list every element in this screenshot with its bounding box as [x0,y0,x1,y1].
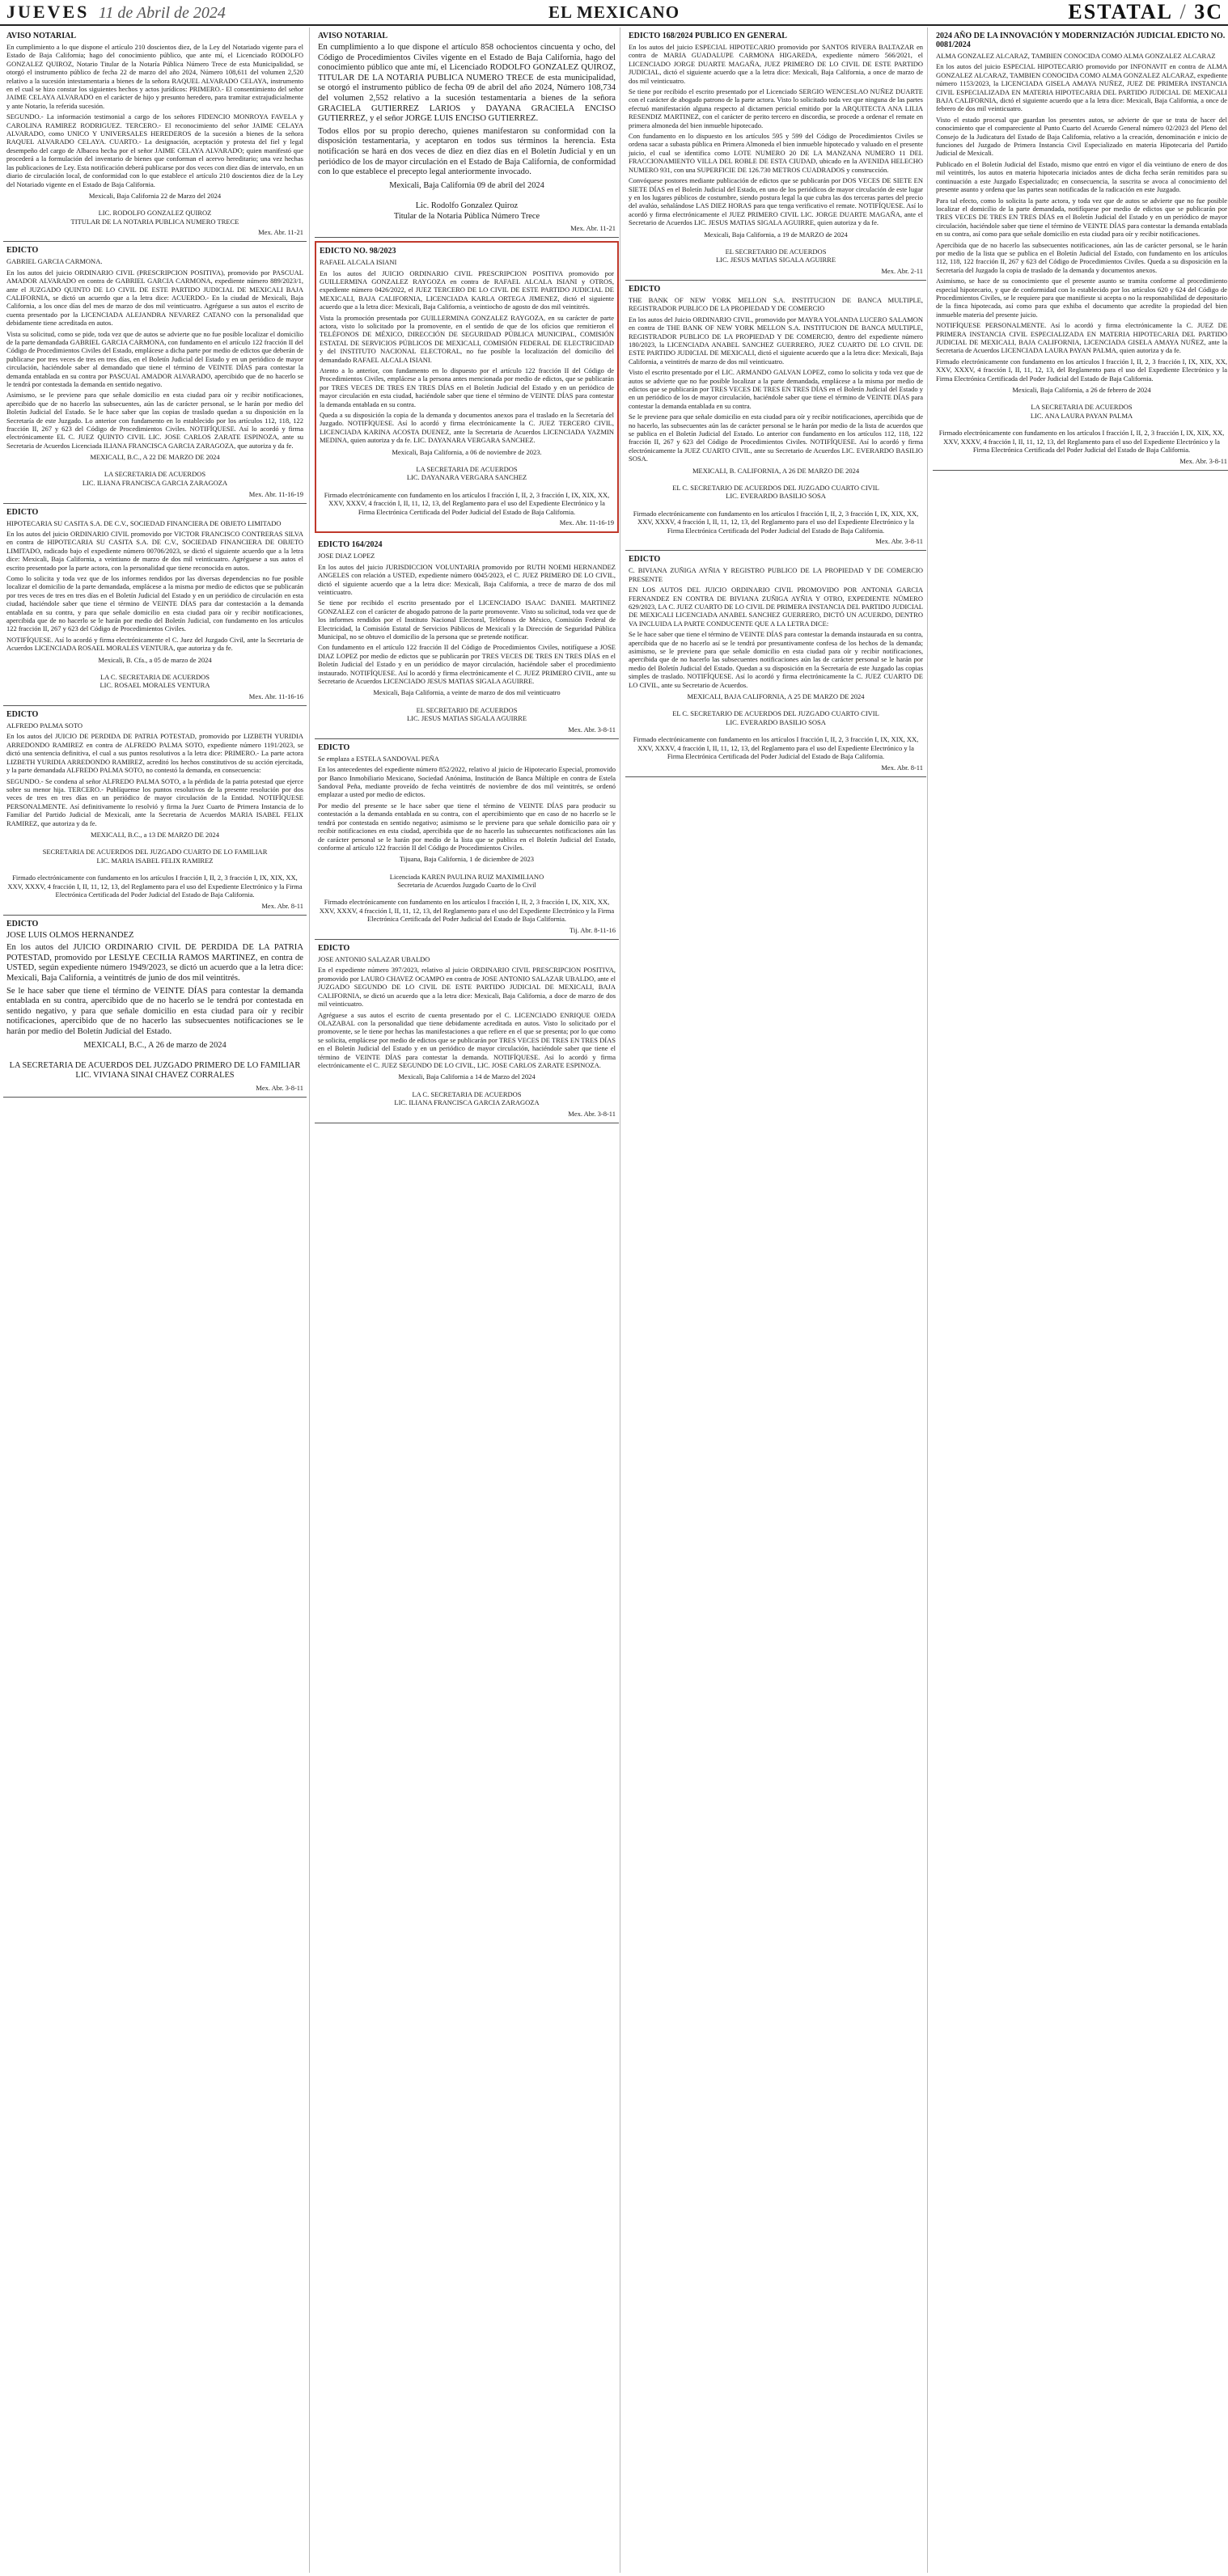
publication-dates: Mex. Abr. 11-16-16 [248,692,303,701]
notice-body [318,43,616,178]
column-1 [3,27,307,2573]
legal-notice [3,242,307,503]
signature-line [936,420,1227,429]
issue-day: JUEVES [6,2,90,22]
notice-paragraph: Se le hace saber que tiene el término de VEINTE DÍAS para contestar la demanda entablada en su contra, apercibido que de no hacerlo se le tendrá por contestada en sentido negativo, y para que señale domicilio en esta ciudad para oír y recibir notificaciones, apercibido que de no hacerlo las subsecuentes notificaciones se le harán por medio del Boletín Judicial del Estado. [6,986,303,1037]
notice-paragraph: Queda a su disposición la copia de la demanda y documentos anexos para el traslado en la Secretaría del Juzgado. NOTIFÍQUESE. Así lo acordó y firma electrónicamente la C. JUEZ TERCERO CIVIL, LICENCIADA KARINA ACOSTA DUENEZ, ante la Secretaria de Acuerdos LICENCIADA YAZMIN MEDINA, quien autoriza y da fe. LIC. DAYANARA VERGARA SANCHEZ. [320,411,614,445]
publication-dates: Mex. Abr. 3-8-11 [1179,456,1227,465]
signature-line [320,482,614,491]
publication-dates: Mex. Abr. 3-8-11 [568,725,616,734]
signature-line: MEXICALI, B. CALIFORNIA, A 26 DE MARZO DE 2024 [692,466,860,475]
notice-paragraph: En los autos del juicio ORDINARIO CIVIL promovido por VICTOR FRANCISCO CONTRERAS SILVA en contra de HIPOTECARIA SU CASITA S.A. DE C.V., SOCIEDAD FINANCIERA DE OBJETO LIMITADO, radicado bajo el expediente número 00706/2023, se dictó el siguiente acuerdo que a la letra dice: Mexicali, Baja California, a veintiuno de marzo de dos mil veinticuatro. Agréguese a sus autos el escrito presentado por la parte actora, con la personalidad que tiene reconocida en autos. [6,530,303,572]
signature-line: LIC. EVERARDO BASILIO SOSA [726,717,826,726]
notice-paragraph: Se le hace saber que tiene el término de VEINTE DÍAS para contestar la demanda instaurada en su contra, apercibida que de no hacerlo así se le tendrá por presuntivamente confesa de los hechos de la demanda; asimismo, se le previene para que señale domicilio en esta ciudad para oír y recibir notificaciones, apercibida que de no hacerlo las subsecuentes notificaciones aún las de carácter personal se le harán por medio del Boletín Judicial del Estado. Quedan a su disposición en la Secretaría de este Juzgado las copias simples de traslado. NOTIFÍQUESE. Así lo acordó y firma electrónicamente la C. JUEZ CUARTO DE LO CIVIL, ante su Secretario de Acuerdos. [629,630,923,689]
signature-line: EL SECRETARIO DE ACUERDOS [725,247,827,256]
notice-heading: AVISO NOTARIAL [318,32,388,40]
section-separator: / [1172,0,1195,23]
publication-dates: Mex. Abr. 8-11 [261,901,303,910]
signature-line: LA C. SECRETARIA DE ACUERDOS [100,672,210,681]
legal-notice [3,916,307,1098]
notice-paragraph: SEGUNDO.- La información testimonial a cargo de los señores FIDENCIO MONROYA FAVELA y CAROLINA RAMIREZ RODRIGUEZ. TERCERO.- El reconocimiento del señor JAIME CELAYA ALVARADO, como UNICO Y UNIVERSALES HEREDEROS de la sucesión a bienes de la señora RAQUEL ALVARADO CELAYA. CUARTO.- La designación, aceptación y protesta del fiel y legal desempeño del cargo de Albacea hecha por el señor JAIME CELAYA ALVARADO; quien manifestó que procederá a la formulación del inventario de bienes que conforman el acervo hereditario; una vez hechas las publicaciones de Ley. Esta notificación deberá publicarse por dos veces con diez días de intervalo, en un diario de circulación local, de conformidad con lo que establece el artículo 210 doscientos diez de la Ley del Notariado vigente en el Estado de Baja California. [6,112,303,188]
notice-paragraph: Asimismo, se le previene para que señale domicilio en esta ciudad para oír y recibir notificaciones, apercibido que de no hacerlo las subsecuentes, aún las de carácter personal, se le harán por medio del Boletín Judicial del Estado. Se le hace saber que las copias de traslado quedan a su disposición en la Secretaría de este Juzgado. Lo anterior con fundamento en lo establecido por los artículos 112, 118, 122 fracción II, 267 y 623 del Código de Procedimientos Civiles. NOTIFÍQUESE. Así lo acordó y firma electrónicamente EL C. JUEZ QUINTO CIVIL LIC. JOSE CARLOS ZARATE ESPINOZA, ante su Secretaria de Acuerdos Licenciada ILIANA FRANCISCA GARCIA ZARAGOZA, que autoriza y da fe. [6,391,303,450]
publication-dates: Mex. Abr. 11-21 [570,224,616,233]
notice-body [318,755,616,852]
signature-line: SECRETARIA DE ACUERDOS DEL JUZGADO CUARTO DE LO FAMILIAR [42,848,268,857]
signature-line: Firmado electrónicamente con fundamento en los artículos I fracción I, II, 2, 3 fracción I, IX, XIX, XX, XXV, XXXV, 4 fracción I, II, 11, 12, 13, del Reglamento para el uso del Expediente Electrónico y la Firma Electrónica Certificada del Poder Judicial del Estado de Baja California. [319,898,615,924]
notice-signature [6,656,303,690]
notice-heading: EDICTO [6,507,39,517]
legal-notice [315,241,619,533]
legal-notice [933,27,1228,471]
notice-paragraph: En los autos del juicio ESPECIAL HIPOTECARIO promovido por INFONAVIT en contra de ALMA GONZALEZ ALCARAZ, TAMBIEN CONOCIDA COMO ALMA GONZALEZ ALCARAZ, expediente número 1153/2023, la LICENCIADA GISELA AMAYA NUÑEZ, JUEZ DE PRIMERA INSTANCIA CIVIL ESPECIALIZADA EN MATERIA HIPOTECARIA DEL PARTIDO JUDICIAL DE MEXICALI BAJA CALIFORNIA, dictó el siguiente acuerdo que a la letra dice: Mexicali, Baja California, a once de febrero de dos mil veinticuatro. [936,62,1227,113]
signature-line: Mexicali, Baja California 09 de abril del 2024 [389,180,544,190]
column-3 [620,27,926,2573]
page-number: 3C [1194,0,1223,23]
notice-paragraph: NOTIFÍQUESE PERSONALMENTE. Así lo acordó y firma electrónicamente la C. JUEZ DE PRIMERA INSTANCIA CIVIL ESPECIALIZADA EN MATERIA HIPOTECARIA DEL PARTIDO JUDICIAL DE MEXICALI, BAJA CALIFORNIA, LICENCIADA GISELA AMAYA NUÑEZ, ante la Secretaria de Acuerdos LICENCIADA LAURA PAYAN PALMA, quien autoriza y da fe. [936,321,1227,355]
notice-paragraph: ALMA GONZALEZ ALCARAZ, TAMBIEN CONOCIDA COMO ALMA GONZALEZ ALCARAZ [936,52,1216,60]
signature-line [318,1081,616,1090]
legal-notice [3,706,307,916]
notice-paragraph: Se tiene por recibido el escrito presentado por el Licenciado SERGIO WENCESLAO NUÑEZ DUARTE con el carácter de abogado patrono de la parte actora. Visto lo solicitado toda vez que ninguna de las partes efectuó manifestación alguna respecto al dictamen pericial emitido por la ARQUITECTA ANA LILIA RESENDIZ MARTINEZ, con el carácter de perito tercero en discordia, se procede a ordenar el remate en primera almoneda del bien inmueble hipotecado. [629,87,923,129]
signature-line: Mexicali, Baja California 22 de Marzo del 2024 [88,191,222,200]
legal-notice [625,27,926,281]
notice-body [6,931,303,1038]
notice-heading: EDICTO [629,284,661,294]
publication-dates: Mex. Abr. 8-11 [881,763,923,772]
signature-line: Firmado electrónicamente con fundamento en los artículos I fracción I, II, 2, 3 fracción I, IX, XIX, XX, XXV, XXXV, 4 fracción I, II, 11, 12, 13, del Reglamento para el uso del Expediente Electrónico y la Firma Electrónica Certificada del Poder Judicial del Estado de Baja California. [938,429,1225,455]
signature-line [318,864,616,873]
signature-line: Licenciada KAREN PAULINA RUIZ MAXIMILIANO [389,872,544,881]
notice-signature [6,831,303,899]
notice-heading: EDICTO [629,555,661,565]
legal-notice [3,504,307,706]
notice-paragraph: Se emplaza a ESTELA SANDOVAL PEÑA [318,754,439,763]
signature-line: LIC. ROSAEL MORALES VENTURA [100,681,210,690]
notice-heading: EDICTO 168/2024 PUBLICO EN GENERAL [629,32,787,40]
notice-signature [320,448,614,517]
newspaper-name: EL MEXICANO [548,2,680,22]
notice-body [6,721,303,827]
notice-signature [318,181,616,222]
notice-paragraph: Todos ellos por su propio derecho, quienes manifestaron su conformidad con la disposición testamentaria, y aceptaron en todos sus términos la herencia. Esta notificación se hará en dos veces de diez en diez días en el Boletín Judicial y en un periódico de los de mayor circulación en el Estado de Baja California, de conformidad con lo que establece el precepto legal anteriormente invocado. [318,126,616,177]
notice-paragraph: Publicado en el Boletín Judicial del Estado, mismo que entró en vigor el día veintiuno de enero de dos mil veintitrés, los autos en materia hipotecaria iniciados antes de dicha fecha serán remitidos para su continuación a este Juzgado Especializado; en consecuencia, la suscrita se avoca al conocimiento del presente asunto y ordena que las partes sean notificadas de la radicación en este Juzgado. [936,159,1227,194]
notice-signature [629,467,923,535]
signature-line [629,501,923,510]
signature-line [318,697,616,706]
notice-body [318,552,616,685]
notice-signature [6,453,303,487]
notice-paragraph: En los autos del juicio JURISDICCION VOLUNTARIA promovido por RUTH NOEMI HERNANDEZ ANGELES con relación a USTED, expediente número 0045/2023, el C. JUEZ PRIMERO DE LO CIVIL, dictó el siguiente acuerdo que a la letra dice: Mexicali, Baja California, a trece de marzo de dos mil veinticuatro. [318,562,616,596]
notice-paragraph: Como lo solicita y toda vez que de los informes rendidos por las diversas dependencias no fue posible localizar el domicilio de la parte demandada, emplácese a la misma por medio de edictos que se publicarán por tres veces de tres en tres días en el Boletín Judicial del Estado y en un periódico de circulación en esta ciudad, haciéndole saber que tiene el término de VEINTE DÍAS para dar contestación a la demanda entablada en su contra, y para que señale domicilio en esta ciudad para oír y recibir notificaciones, apercibida que de no hacerlo se le harán por medio del Boletín Judicial, con fundamento en los artículos 122 fracción II, 267 y 623 del Código de Procedimientos Civiles. [6,574,303,633]
notice-paragraph: HIPOTECARIA SU CASITA S.A. DE C.V., SOCIEDAD FINANCIERA DE OBJETO LIMITADO [6,518,282,527]
issue-date-text: 11 de Abril de 2024 [98,4,226,22]
notice-heading: EDICTO [318,742,350,752]
signature-line: MEXICALI, B.C., A 22 DE MARZO DE 2024 [90,453,220,462]
notice-paragraph: Con fundamento en lo dispuesto en los artículos 595 y 599 del Código de Procedimientos Civiles se ordena sacar a subasta pública en Primera Almoneda el bien inmueble hipotecado y valuado en el presente juicio, el cual se identifica como LOTE NUMERO 20 DE LA MANZANA NUMERO 11 DEL FRACCIONAMIENTO VILLA DEL ROBLE DE ESTA CIUDAD, ubicado en la AVENIDA HELECHO NUMERO 931, con una SUPERFICIE DE 126.730 METROS CUADRADOS y construcción. [629,132,923,174]
notice-paragraph: En los autos del juicio ORDINARIO CIVIL (PRESCRIPCION POSITIVA), promovido por PASCUAL AMADOR ALVARADO en contra de GABRIEL GARCIA CARMONA, expediente número 889/2023/1, ante el JUZGADO QUINTO DE LO CIVIL DE ESTE PARTIDO JUDICIAL DE MEXICALI BAJA CALIFORNIA, se dictó un acuerdo que a la letra dice: ACUERDO.- En la ciudad de Mexicali, Baja California, a los once días del mes de marzo de dos mil veinticuatro. Agréguese a sus autos el escrito de cuenta presentado por la LICENCIADA ALEJANDRA NEVAREZ CATANO con la personalidad que debidamente tiene acreditada en autos. [6,268,303,328]
notice-paragraph: En cumplimiento a lo que dispone el artículo 210 doscientos diez, de la Ley del Notariado vigente para el Estado de Baja California; hago del conocimiento público, que ante mí, el Licenciado RODOLFO GONZALEZ QUIROZ, Notario Titular de la Notaría Pública Número Trece de esta Municipalidad, se otorgó el instrumento público de fecha 22 de marzo del año 2024, Número 108,611 del volumen 2,520 relativo a la sucesión intestamentaria a bienes de la señora RAQUEL ALVARADO CELAYA, instrumento en el cual se hizo constar los siguientes hechos y actos jurídicos: PRIMERO.- El consentimiento del señor JAIME CELAYA ALVARADO en el carácter de hijo y presunto heredero, para tramitar extrajudicialmente y ante Notario, la referida sucesión. [6,43,303,110]
signature-line: MEXICALI, B.C., a 13 DE MARZO DE 2024 [91,830,219,839]
signature-line: LA C. SECRETARIA DE ACUERDOS [412,1089,522,1098]
signature-line: Mexicali, Baja California, a 26 de febrero de 2024 [1012,386,1151,395]
notice-signature [318,688,616,722]
publication-dates: Mex. Abr. 11-16-19 [559,518,614,527]
notice-paragraph: Apercibida que de no hacerlo las subsecuentes notificaciones, aún las de carácter personal, se le harán por medio de la lista que se publica en el Boletín Judicial del Estado, con fundamento en los artículos 112, 118, 122 fracción II, 267 y 623 del Código de Procedimientos Civiles. Queda a su disposición en la Secretaría del Juzgado la copia de traslado de la demanda y documentos anexos. [936,240,1227,274]
signature-line: EL C. SECRETARIO DE ACUERDOS DEL JUZGADO CUARTO CIVIL [672,709,879,718]
signature-line [6,664,303,673]
notice-paragraph: SEGUNDO.- Se condena al señor ALFREDO PALMA SOTO, a la pérdida de la patria potestad que ejerce sobre su menor hija. TERCERO.- Publíquense los puntos resolutivos de la presente resolución por dos veces de tres en tres días en un periódico de mayor circulación de la Entidad. NOTIFÍQUESE PERSONALMENTE. Así definitivamente lo resolvió y firma la Juez Cuarto de Primera Instancia de lo Familiar del Partido Judicial de Mexicali, ante la Secretaria de Acuerdos MARIA ISABEL FELIX RAMIREZ, que autoriza y da fe. [6,776,303,827]
signature-line: Lic. Rodolfo Gonzalez Quiroz [415,201,519,210]
signature-line: LA SECRETARIA DE ACUERDOS [1031,403,1133,412]
signature-line: LIC. RODOLFO GONZALEZ QUIROZ [98,209,212,218]
signature-line: Firmado electrónicamente con fundamento en los artículos I fracción I, II, 2, 3 fracción I, IX, XIX, XX, XXV, XXXV, 4 fracción I, II, 11, 12, 13, del Reglamento para el uso del Expediente Electrónico y la Firma Electrónica Certificada del Poder Judicial del Estado de Baja California. [633,735,919,761]
notice-paragraph: JOSE DIAZ LOPEZ [318,552,375,560]
notice-paragraph: ALFREDO PALMA SOTO [6,721,83,730]
notice-paragraph: Vista la promoción presentada por GUILLERMINA GONZALEZ RAYGOZA, en su carácter de parte actora, visto lo solicitado por la promovente, en el sentido de que de los oficios que remitieron el TELÉFONOS DE MÉXICO, DIRECCIÓN DE SEGURIDAD PÚBLICA MUNICIPAL, COMISIÓN ESTATAL DE SERVICIOS PÚBLICOS DE MEXICALI, COMISIÓN FEDERAL DE ELECTRICIDAD y del INSTITUTO NACIONAL ELECTORAL, no fue posible la localización del domicilio del demandado RAFAEL ALCALA ISIANI. [320,313,614,364]
column-2 [309,27,619,2573]
signature-line: LIC. DAYANARA VERGARA SANCHEZ [406,473,527,482]
notice-paragraph: JOSE LUIS OLMOS HERNANDEZ [6,930,134,940]
publication-dates: Mex. Abr. 11-16-19 [248,489,303,498]
notice-paragraph: En los autos del JUICIO ORDINARIO CIVIL DE PERDIDA DE LA PATRIA POTESTAD, promovido por LESLYE CECILIA RAMOS MARTINEZ, en contra de USTED, según expediente número 1949/2023, se dictó un acuerdo que a la letra dice: Mexicali, Baja California, a veintitrés de junio de dos mil veintitrés. [6,943,303,983]
notice-paragraph: Por medio del presente se le hace saber que tiene el término de VEINTE DÍAS para producir su contestación a la demanda entablada en su contra, con el apercibimiento que en caso de no hacerlo se le tendrá por contestada en sentido negativo; asimismo se le previene para que señale domicilio para oír y recibir notificaciones en esta ciudad, apercibida que de no hacerlo las subsecuentes notificaciones aún las de carácter personal se le harán por medio de la lista que se publica en el Boletín Judicial del Estado, conforme al artículo 122 fracción II del Código de Procedimientos Civiles. [318,801,616,852]
notice-paragraph: Para tal efecto, como lo solicita la parte actora, y toda vez que de autos se advierte que no fue posible localizar el domicilio de la parte demandada, notifíquese por medio de edictos que se publicarán por TRES VECES DE TRES EN TRES DÍAS en el Boletín Judicial del Estado y en un periódico de mayor circulación, haciéndole saber que tiene el término de VEINTE DÍAS para contestar la demanda entablada en su contra, así como para que señale domicilio en esta ciudad para oír y recibir notificaciones. [936,196,1227,239]
notice-body [6,43,303,188]
publication-dates: Mex. Abr. 3-8-11 [875,537,923,546]
publication-dates: Mex. Abr. 3-8-11 [568,1109,616,1118]
notice-paragraph: Atento a lo anterior, con fundamento en lo dispuesto por el artículo 122 fracción II del Código de Procedimientos Civiles, emplácese a la persona antes mencionada por medio de edictos, que se publicarán por TRES VECES DE TRES EN TRES DÍAS en el Boletín Judicial del Estado y en un periódico de mayor circulación en esta ciudad, haciéndole saber que tiene el término de VEINTE DÍAS para contestar la demanda entablada en su contra. [320,366,614,408]
notice-heading: EDICTO NO. 98/2023 [320,247,396,256]
notice-paragraph: Con fundamento en el artículo 122 fracción II del Código de Procedimientos Civiles, notifíquese a JOSE DIAZ LOPEZ por medio de edictos que se publicarán por TRES VECES DE TRES EN TRES DÍAS en el Boletín Judicial del Estado y en un periódico de mayor circulación, haciéndole saber el procedimiento instaurado. NOTIFÍQUESE. Así lo acordó y firma electrónicamente el C. JUEZ PRIMERO CIVIL, ante su Secretario de Acuerdos LICENCIADO JESUS MATIAS SIGALA AGUIRRE. [318,643,616,686]
notice-paragraph: Vista su solicitud, como se pide, toda vez que de autos se advierte que no fue posible localizar el domicilio de la parte demandada GABRIEL GARCIA CARMONA, con fundamento en el artículo 122 fracción II del Código de Procedimientos Civiles del Estado, emplácese a dicha parte por medio de edictos que deberán de publicarse por tres veces de tres en tres días, en el Boletín Judicial del Estado y en un periódico de mayor circulación, haciéndole saber al demandado que tiene el término de VEINTE DÍAS para contestar la demanda entablada en su contra por PASCUAL AMADOR ALVARADO, apercibido que de no hacerlo se le tendrá por contestada la demanda en sentido negativo. [6,329,303,388]
notice-signature [6,1041,303,1081]
signature-line: LIC. EVERARDO BASILIO SOSA [726,492,826,501]
signature-line [318,191,616,201]
legal-notice [315,27,619,238]
signature-line: EL SECRETARIO DE ACUERDOS [416,705,518,714]
signature-line: LIC. ANA LAURA PAYAN PALMA [1030,411,1133,420]
signature-line [6,462,303,471]
notice-paragraph: En los autos del juicio ESPECIAL HIPOTECARIO promovido por SANTOS RIVERA BALTAZAR en contra de MARIA GUADALUPE CARMONA HIGAREDA, expediente número 566/2021, el LICENCIADO JORGE DUARTE MAGAÑA, JUEZ PRIMERO DE LO CIVIL DE ESTE PARTIDO JUDICIAL, dictó el siguiente acuerdo que a la letra dice: Mexicali, Baja California, a once de marzo de dos mil veinticuatro. [629,43,923,85]
signature-line: EL C. SECRETARIO DE ACUERDOS DEL JUZGADO CUARTO CIVIL [672,483,879,492]
signature-line [629,475,923,484]
signature-line [629,701,923,710]
notice-paragraph: En los autos del Juicio ORDINARIO CIVIL, promovido por MAYRA YOLANDA LUCERO SALAMON en contra de THE BANK OF NEW YORK MELLON S.A. INSTITUCION DE BANCA MULTIPLE, REGISTRADOR PUBLICO DE LA PROPIEDAD Y DE COMERCIO, dentro del expediente número 180/2023, la LICENCIADA ANABEL SANCHEZ GUERRERO, JUEZ CUARTO DE LO CIVIL DE ESTE PARTIDO JUDICIAL DE MEXICALI, dictó el siguiente acuerdo que a la letra dice: Mexicali, Baja California, a veintitrés de marzo de dos mil veinticuatro. [629,315,923,366]
notice-body [629,566,923,689]
signature-line: Tijuana, Baja California, 1 de diciembre de 2023 [399,855,535,864]
signature-line: LIC. JESUS MATIAS SIGALA AGUIRRE [715,256,836,264]
signature-line: Firmado electrónicamente con fundamento en los artículos I fracción I, II, 2, 3 fracción I, IX, XIX, XX, XXV, XXXV, 4 fracción I, II, 11, 12, 13, del Reglamento para el uso del Expediente Electrónico y la Firma Electrónica Certificada del Poder Judicial del Estado de Baja California. [324,490,610,516]
signature-line: LA SECRETARIA DE ACUERDOS DEL JUZGADO PRIMERO DE LO FAMILIAR [9,1060,301,1070]
signature-line [320,456,614,465]
notice-heading: EDICTO [6,919,39,928]
notice-heading: EDICTO 164/2024 [318,540,383,550]
signature-line [6,840,303,848]
notice-paragraph: C. BIVIANA ZUÑIGA AYÑIA Y REGISTRO PUBLICO DE LA PROPIEDAD Y DE COMERCIO PRESENTE [629,566,923,583]
notice-heading: EDICTO [318,944,350,954]
signature-line: LIC. VIVIANA SINAI CHAVEZ CORRALES [75,1071,235,1081]
signature-line: LIC. JESUS MATIAS SIGALA AGUIRRE [406,714,527,723]
notice-body [629,296,923,463]
legal-notice [3,27,307,242]
legal-notice [315,739,619,940]
signature-line [629,239,923,247]
notice-paragraph: En los antecedentes del expediente número 852/2022, relativo al juicio de Hipotecario Especial, promovido por Banco Inmobiliario Mexicano, Sociedad Anónima, Institución de Banca Múltiple en contra de Estela Sandoval Peña, mediante proveído de fecha veintitrés de noviembre de dos mil veintitrés, se ordenó emplazar a usted por medio de edictos. [318,765,616,799]
notice-paragraph: Visto el estado procesal que guardan los presentes autos, se advierte de que se trata de hacer del conocimiento que el compareciente al Punto Cuarto del Acuerdo General número 02/2023 del Pleno del Consejo de la Judicatura del Estado de Baja California, relativo a la creación, denominación e inicio de funciones del Juzgado de Primera Instancia Civil Especializado en materia Hipotecaria del Partido Judicial de Mexicali. [936,115,1227,158]
notice-signature [629,692,923,761]
notice-signature [318,855,616,924]
publication-dates: Mex. Abr. 3-8-11 [256,1084,303,1092]
signature-line: Mexicali, Baja California a 14 de Marzo del 2024 [398,1072,536,1081]
notice-paragraph: Se le previene para que señale domicilio en esta ciudad para oír y recibir notificaciones, apercibida que de no hacerlo, las subsecuentes aún las de carácter personal se le harán por medio de la lista de acuerdos que se publica en el Boletín Judicial del Estado. Lo anterior con fundamento en los artículos 112, 118, 122 fracción II, 267 y 623 del Código de Procedimientos Civiles. NOTIFÍQUESE. Así lo acordó y firma electrónicamente la JUEZ CUARTO CIVIL, ante su Secretario de Acuerdos LIC. EVERARDO BASILIO SOSA. [629,412,923,463]
notice-paragraph: En el expediente número 397/2023, relativo al juicio ORDINARIO CIVIL PRESCRIPCION POSITIVA, promovido por LAURO CHAVEZ OCAMPO en contra de JOSE ANTONIO SALAZAR UBALDO, ante el JUZGADO SEGUNDO DE LO CIVIL DE ESTE PARTIDO JUDICIAL DE MEXICALI, BAJA CALIFORNIA, se dictó un acuerdo que a la letra dice: Mexicali, Baja California, a doce de marzo de dos mil veinticuatro. [318,966,616,1009]
legal-notice [315,536,619,738]
notice-body [6,519,303,653]
section-name: ESTATAL [1068,0,1173,23]
notice-paragraph: JOSE ANTONIO SALAZAR UBALDO [318,955,430,964]
notice-paragraph: Se tiene por recibido el escrito presentado por el LICENCIADO ISAAC DANIEL MARTINEZ GONZALEZ con el carácter de abogado patrono de la parte promovente. Visto su solicitud, toda vez que de los informes rendidos por el Instituto Nacional Electoral, Teléfonos de México, Comisión Federal de Electricidad, la Comisión Estatal de Servicios Públicos de Mexicali y la Dirección de Seguridad Pública Municipal, no se obtuvo el domicilio de la persona que se pretende notificar. [318,599,616,641]
notice-paragraph: Visto el escrito presentado por el LIC. ARMANDO GALVAN LOPEZ, como lo solicita y toda vez que de autos se advierte que no fue posible localizar a la parte demandada, emplácese a la misma por medio de edictos que se publicarán por TRES VECES DE TRES EN TRES DÍAS en el Boletín Judicial del Estado y en un periódico de los de mayor circulación, haciéndole saber que tiene el término de VEINTE DÍAS para contestar la demanda entablada en su contra. [629,368,923,410]
signature-line [936,395,1227,404]
notice-body [629,43,923,227]
notice-signature [936,386,1227,455]
notice-paragraph: En cumplimiento a lo que dispone el artículo 858 ochocientos cincuenta y ocho, del Código de Procedimientos Civiles vigente en el Estado de Baja California, hago del conocimiento público que ante mí, el Licenciado RODOLFO GONZALEZ QUIROZ, TITULAR DE LA NOTARIA PUBLICA NUMERO TRECE de esta municipalidad, se otorgó el instrumento público de fecha 09 de abril del año 2024, Número 108,734 del volumen 2,552 relativo a la sucesión testamentaria a bienes de la señora GRACIELA GUTIERREZ LARIOS y DAYANA GRACIELA ENCISO GUTIERREZ, y el señor JORGE LUIS ENCISO GUTIERREZ. [318,43,616,124]
signature-line [6,865,303,873]
section-label [1068,0,1223,24]
signature-line: LA SECRETARIA DE ACUERDOS [416,464,518,473]
notice-paragraph: En los autos del JUICIO DE PERDIDA DE PATRIA POTESTAD, promovido por LIZBETH YURIDIA ARREDONDO RAMIREZ en contra de ALFREDO PALMA SOTO, expediente número 1191/2023, se dictó una sentencia definitiva, el cual a sus puntos resolutivos a la letra dice: PRIMERO.- La parte actora LIZBETH YURIDIA ARREDONDO RAMIREZ, acreditó los hechos constitutivos de su acción ejercitada, y la parte demandada ALFREDO PALMA SOTO, no contestó la demanda, en consecuencia: [6,732,303,775]
notice-paragraph: RAFAEL ALCALA ISIANI [320,258,397,267]
publication-dates: Mex. Abr. 11-21 [258,228,303,237]
signature-line: LIC. MARIA ISABEL FELIX RAMIREZ [96,856,214,865]
legal-notice [625,551,926,776]
notice-paragraph: Agréguese a sus autos el escrito de cuenta presentado por el C. LICENCIADO ENRIQUE OJEDA OLAZABAL con la personalidad que tiene debidamente acreditada en autos. Visto lo solicitado por el promovente, se le tiene por hechas las manifestaciones a que refiere en el que se presenta; por lo que como se solicita, emplácese por medio de edictos que se publicarán por TRES VECES DE TRES EN TRES DÍAS en el Boletín Judicial del Estado y en un periódico de mayor circulación, haciéndole saber que tiene el término de VEINTE DÍAS para contestar la demanda. NOTIFÍQUESE. Así lo acordó y firma electrónicamente el C. JUEZ SEGUNDO DE LO CIVIL, LIC. JOSE CARLOS ZARATE ESPINOZA. [318,1010,616,1069]
notice-body [936,52,1227,383]
notice-signature [318,1072,616,1106]
notice-paragraph: Firmado electrónicamente con fundamento en los artículos I fracción I, II, 2, 3 fracción I, IX, XIX, XX, XXV, XXXV, 4 fracción I, II, 11, 12, 13, del Reglamento para el uso del Expediente Electrónico y la Firma Electrónica Certificada del Poder Judicial del Estado de Baja California. [936,357,1227,383]
signature-line: LA SECRETARIA DE ACUERDOS [104,470,206,479]
signature-line: LIC. ILIANA FRANCISCA GARCIA ZARAGOZA [82,479,228,487]
signature-line: MEXICALI, B.C., A 26 de marzo de 2024 [83,1040,227,1050]
signature-line: LIC. ILIANA FRANCISCA GARCIA ZARAGOZA [394,1098,540,1107]
signature-line: Firmado electrónicamente con fundamento en los artículos I fracción I, II, 2, 3 fracción I, IX, XIX, XX, XXV, XXXV, 4 fracción I, II, 11, 12, 13, del Reglamento para el uso del Expediente Electrónico y la Firma Electrónica Certificada del Poder Judicial del Estado de Baja California. [633,509,919,535]
signature-line: Mexicali, B. Cfa., a 05 de marzo de 2024 [98,655,212,664]
signature-line: Mexicali, Baja California, a 06 de noviembre de 2023. [392,447,542,456]
signature-line: Mexicali, Baja California, a 19 de MARZO de 2024 [704,230,848,239]
notice-paragraph: GABRIEL GARCIA CARMONA. [6,257,103,266]
notice-signature [629,231,923,264]
signature-line: Titular de la Notaria Pública Número Trece [393,211,540,221]
signature-line: TITULAR DE LA NOTARIA PUBLICA NUMERO TRECE [70,217,239,226]
publication-dates: Tij. Abr. 8-11-16 [570,926,616,935]
notice-body [6,257,303,450]
signature-line: MEXICALI, BAJA CALIFORNIA, A 25 DE MARZO DE 2024 [687,692,865,701]
signature-line: Secretaria de Acuerdos Juzgado Cuarto de lo Civil [397,881,536,890]
legal-notice [625,281,926,551]
legal-notice [315,940,619,1123]
notice-body [318,955,616,1069]
notice-heading: EDICTO [6,246,39,256]
page-header [0,0,1228,26]
notice-paragraph: NOTIFÍQUESE. Así lo acordó y firma electrónicamente el C. Juez del Juzgado Civil, ante la Secretaria de Acuerdos LICENCIADA ROSAEL MORALES VENTURA, que autoriza y da fe. [6,635,303,653]
signature-line: Mexicali, Baja California, a veinte de marzo de dos mil veinticuatro [373,688,561,697]
notice-paragraph: EN LOS AUTOS DEL JUICIO ORDINARIO CIVIL PROMOVIDO POR ANTONIA GARCIA FERNANDEZ EN CONTRA DE BIVIANA ZUÑIGA AYÑIA Y OTRO, EXPEDIENTE NÚMERO 629/2023, LA C. JUEZ CUARTO DE LO CIVIL DE PRIMERA INSTANCIA DEL PARTIDO JUDICIAL DE MEXICALI LICENCIADA ANABEL SANCHEZ GUERRERO, DICTÓ UN ACUERDO, DENTRO VA INCLUIDA LA PARTE CONDUCENTE QUE A LA LETRA DICE: [629,586,923,628]
notice-body [320,258,614,445]
notice-paragraph: Asimismo, se hace de su conocimiento que el presente asunto se tramita conforme al procedimiento especial hipotecario, y que de conformidad con lo establecido por los artículos 620 y 624 del Código de Procedimientos Civiles, se le requiere para que manifieste si acepta o no la responsabilidad de depositario de la finca hipotecada, así como para que exhiba el documento que acredite la propiedad del bien inmueble materia del presente juicio. [936,277,1227,319]
notice-signature [6,192,303,226]
notice-paragraph: En los autos del JUICIO ORDINARIO CIVIL PRESCRIPCION POSITIVA promovido por GUILLERMINA GONZALEZ RAYGOZA en contra de RAFAEL ALCALA ISIANI y OTROS, expediente número 0426/2022, el JUEZ TERCERO DE LO CIVIL DE ESTE PARTIDO JUDICIAL DE MEXICALI, BAJA CALIFORNIA, LICENCIADA KARLA ORTEGA JIMENEZ, dictó el siguiente acuerdo que a la letra dice: Mexicali, Baja California, a veintiocho de agosto de dos mil veintitrés. [320,269,614,311]
signature-line [318,890,616,899]
notice-heading: 2024 AÑO DE LA INNOVACIÓN Y MODERNIZACIÓN JUDICIAL EDICTO NO. 0081/2024 [936,32,1226,49]
signature-line: Firmado electrónicamente con fundamento en los artículos I fracción I, II, 2, 3 fracción I, IX, XIX, XX, XXV, XXXV, 4 fracción I, II, 11, 12, 13, del Reglamento para el uso del Expediente Electrónico y la Firma Electrónica Certificada del Poder Judicial del Estado de Baja California. [7,873,303,899]
notice-paragraph: Convóquese postores mediante publicación de edictos que se publicarán por DOS VECES DE SIETE EN SIETE DÍAS en el Boletín Judicial del Estado, en uno de los periódicos de mayor circulación de este lugar y en los lugares públicos de costumbre, siendo postura legal la que cubra las dos terceras partes del precio del avalúo, señalándose LAS DIEZ HORAS para que tenga verificativo el remate. NOTIFÍQUESE. Así lo acordó y firma electrónicamente el JUEZ PRIMERO CIVIL LIC. JORGE DUARTE MAGAÑA, ante el Secretario de Acuerdos LIC. JESUS MATIAS SIGALA AGUIRRE, quien autoriza y da fe. [629,176,923,227]
publication-dates: Mex. Abr. 2-11 [881,266,923,275]
notice-heading: AVISO NOTARIAL [6,32,77,40]
notice-heading: EDICTO [6,710,39,720]
signature-line [6,201,303,209]
column-4 [927,27,1228,2573]
notice-paragraph: THE BANK OF NEW YORK MELLON S.A. INSTITUCION DE BANCA MULTIPLE, REGISTRADOR PUBLICO DE LA PROPIEDAD Y DE COMERCIO [629,295,923,313]
signature-line [629,726,923,735]
signature-line [6,1051,303,1061]
